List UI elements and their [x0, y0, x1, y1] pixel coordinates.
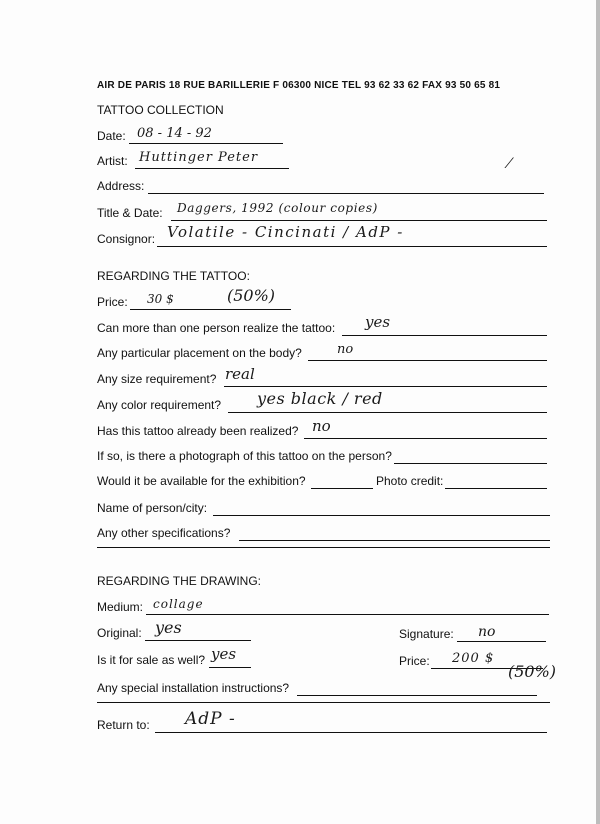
- return-to-line[interactable]: [155, 732, 547, 733]
- check-mark: ⁄: [508, 156, 511, 172]
- realized-label: Has this tattoo already been realized?: [97, 424, 299, 438]
- photo-credit-line[interactable]: [445, 488, 547, 489]
- person-city-row: [97, 498, 550, 516]
- address-label: Address:: [97, 179, 145, 193]
- artist-label: Artist:: [97, 154, 128, 168]
- original-value: yes: [155, 618, 182, 637]
- other-specs-label: Any other specifications?: [97, 526, 231, 540]
- date-value: 08 - 14 - 92: [137, 126, 212, 141]
- title-date-value: Daggers, 1992 (colour copies): [177, 201, 378, 215]
- color-line[interactable]: [228, 412, 547, 413]
- more-than-one-value: yes: [365, 313, 391, 331]
- original-row: [97, 618, 252, 641]
- more-than-one-line[interactable]: [342, 335, 547, 336]
- exhibition-line[interactable]: [311, 488, 373, 489]
- installation-label: Any special installation instructions?: [97, 681, 290, 695]
- size-line[interactable]: [224, 386, 547, 387]
- placement-line[interactable]: [308, 360, 547, 361]
- placement-value: no: [337, 342, 354, 357]
- for-sale-row: [97, 645, 252, 668]
- signature-line[interactable]: [457, 641, 546, 642]
- date-row: [97, 126, 297, 144]
- person-city-label: Name of person/city:: [97, 501, 208, 515]
- size-label: Any size requirement?: [97, 372, 217, 386]
- more-than-one-label: Can more than one person realize the tattoo:: [97, 321, 336, 335]
- medium-label: Medium:: [97, 600, 144, 614]
- original-line[interactable]: [145, 640, 251, 641]
- other-specs-row: [97, 523, 550, 541]
- color-label: Any color requirement?: [97, 398, 222, 412]
- form-title: TATTOO COLLECTION: [97, 103, 224, 117]
- tattoo-price-line[interactable]: [130, 309, 291, 310]
- gallery-header: AIR DE PARIS 18 RUE BARILLERIE F 06300 NICE TEL 93 62 33 62 FAX 93 50 65 81: [97, 80, 501, 91]
- installation-extra-line[interactable]: [97, 702, 550, 703]
- medium-row: [97, 597, 549, 615]
- installation-row: [97, 678, 537, 696]
- exhibition-label: Would it be available for the exhibition?: [97, 474, 306, 488]
- title-date-line[interactable]: [171, 220, 547, 221]
- return-to-row: [97, 709, 547, 733]
- realized-value: no: [312, 417, 331, 435]
- signature-label: Signature:: [399, 627, 454, 641]
- original-label: Original:: [97, 626, 142, 640]
- color-value: yes black / red: [257, 389, 383, 408]
- return-to-value: AdP -: [185, 709, 236, 729]
- for-sale-value: yes: [211, 645, 237, 663]
- scan-edge: [596, 0, 600, 824]
- drawing-section-heading: REGARDING THE DRAWING:: [97, 574, 262, 588]
- placement-row: [97, 343, 547, 361]
- tattoo-price-value: 30 $: [147, 292, 174, 306]
- tattoo-price-row: [97, 286, 297, 310]
- consignor-value: Volatile - Cincinati / AdP -: [167, 223, 404, 241]
- installation-line[interactable]: [297, 695, 537, 696]
- photograph-row: [97, 446, 547, 464]
- signature-value: no: [478, 624, 496, 640]
- size-row: [97, 365, 547, 387]
- tattoo-price-note: (50%): [227, 286, 276, 305]
- photograph-line[interactable]: [394, 463, 547, 464]
- consignor-line[interactable]: [157, 246, 547, 247]
- address-line[interactable]: [148, 193, 544, 194]
- address-row: [97, 176, 545, 194]
- photo-credit-label: Photo credit:: [376, 474, 444, 488]
- title-date-row: [97, 203, 547, 221]
- other-specs-extra-line[interactable]: [97, 547, 550, 548]
- title-date-label: Title & Date:: [97, 206, 163, 220]
- placement-label: Any particular placement on the body?: [97, 346, 302, 360]
- artist-row: [97, 151, 297, 169]
- realized-row: [97, 417, 547, 439]
- person-city-line[interactable]: [213, 515, 550, 516]
- for-sale-label: Is it for sale as well?: [97, 653, 206, 667]
- drawing-price-value: 200 $: [452, 651, 495, 666]
- drawing-price-label: Price:: [399, 654, 430, 668]
- drawing-price-note: (50%): [508, 662, 557, 681]
- artist-line[interactable]: [135, 168, 289, 169]
- consignor-row: [97, 223, 547, 247]
- for-sale-line[interactable]: [209, 667, 251, 668]
- medium-line[interactable]: [146, 614, 549, 615]
- photograph-label: If so, is there a photograph of this tattoo on the person?: [97, 449, 392, 463]
- return-to-label: Return to:: [97, 718, 150, 732]
- size-value: real: [225, 365, 255, 383]
- other-specs-line[interactable]: [239, 540, 550, 541]
- more-than-one-row: [97, 313, 547, 336]
- exhibition-row: [97, 471, 547, 489]
- consignor-label: Consignor:: [97, 232, 156, 246]
- artist-value: Huttinger Peter: [139, 150, 259, 165]
- tattoo-section-heading: REGARDING THE TATTOO:: [97, 269, 250, 283]
- realized-line[interactable]: [304, 438, 547, 439]
- date-label: Date:: [97, 129, 126, 143]
- medium-value: collage: [153, 597, 204, 611]
- color-row: [97, 389, 547, 413]
- date-line[interactable]: [129, 143, 283, 144]
- tattoo-price-label: Price:: [97, 295, 128, 309]
